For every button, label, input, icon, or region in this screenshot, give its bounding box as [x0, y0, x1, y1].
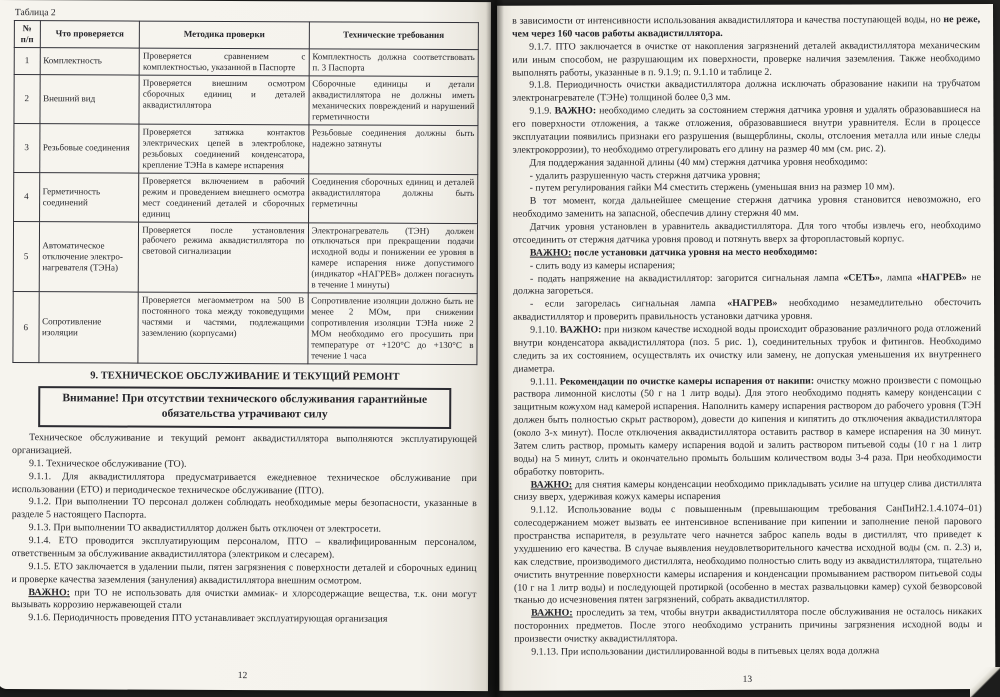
page-number: 13: [742, 674, 753, 685]
cell-what: Внешний вид: [39, 75, 139, 124]
table-row: [14, 74, 478, 125]
text-run: 9.1.4. ЕТО проводится эксплуатирующим персоналом, ПТО – квалифицированным персоналом, ответственным за обслуживание аквадистиллятора (электриком и слесарем).: [11, 535, 477, 561]
left-page: [0, 0, 491, 691]
text-run: Датчик уровня установлен в уравнитель аквадистиллятора. Для того чтобы извлечь его, необходимо отсоединить от стержня датчика уровня провод и потянуть вверх за фторопластовый корпус.: [512, 220, 981, 246]
cell-requirements: Комплектность должна соответствовать п. 3 Паспорта: [309, 49, 478, 77]
paragraph: [513, 272, 981, 299]
text-run: очистку можно произвести с помощью раствора лимонной кислоты (50 г на 1 литр воды). Для этого необходимо поднять камеру конденсации с защитным кожухом над камерой испарения. Наполнить камеру испарения раствором до рабочего уровня (ТЭН должен быть полностью скрыт раствором), довести до кипения и кипятить до отключения аквадистиллятора (около 3-х минут). После отключения аквадистиллятора оставить раствор в камере испарения на 30 минут. Затем слить раствор, промыть камеру испарения водой и залить раствором питьевой соды (10 г на 1 литр воды) на 5 минут, слить и окончательно промыть большим количеством воды 3-4 раза. При необходимости обработку повторить.: [513, 374, 982, 478]
table-row: [13, 221, 477, 294]
left-page-body: [11, 432, 477, 627]
paragraph: [513, 375, 981, 480]
text-run: - путем регулирования гайки М4 сместить стержень (уменьшая вниз на размер 10 мм).: [529, 181, 895, 194]
col-header-num: № п/п: [14, 21, 40, 48]
cell-method: Проверяется внешним осмотром сборочных единиц и деталей аквадистиллятора: [139, 75, 309, 125]
paragraph: [514, 478, 982, 505]
text-run: ВАЖНО:: [559, 324, 602, 336]
paragraph: [512, 104, 980, 157]
cell-method: Проверяется включением в рабочий режим и проведением внешнего осмотра мест соединений деталей и сборочных единиц: [139, 173, 309, 223]
warning-box: Внимание! При отсутствии технического обслуживания гарантийные обязательства утрачивают силу: [38, 386, 451, 429]
cell-requirements: Соединения сборочных единиц и деталей аквадистиллятора должны быть герметичны: [308, 173, 478, 223]
paragraph: [512, 40, 980, 80]
text-run: ВАЖНО:: [530, 478, 573, 491]
text-run: 9.1.8. Периодичность очистки аквадистиллятора должна исключать образование накипи на трубчатом электронагревателе (ТЭНе) толщиной более 0,3 мм.: [512, 78, 981, 104]
inspection-table: [12, 20, 478, 365]
paragraph: [512, 78, 980, 105]
text-run: - если загорелась сигнальная лампа: [530, 298, 728, 310]
paragraph: [12, 535, 477, 563]
cell-what: Герметичность соединений: [39, 172, 139, 221]
paragraph: [11, 612, 476, 627]
paragraph: [513, 220, 981, 247]
table-row: [14, 48, 478, 77]
col-header-requirements: Технические требования: [309, 22, 478, 50]
paragraph: [514, 503, 982, 608]
cell-num: 3: [14, 123, 40, 172]
cell-requirements: Сопротивление изоляции должно быть не менее 2 МОм, при снижении сопротивления изоляции ТЭНа ниже 2 МОм необходимо его просушить при температуре от +120°С до +130°С в течение 1 часа: [308, 293, 478, 365]
text-run: 9.1.12. Использование воды с повышенным (превышающим требования СанПиН2.1.4.1074–01) солесодержанием может вызвать ее интенсивное вспенивание при кипении и заполнение пеной парового пространства испарителя, в результате чего начнется заброс капель воды в дистиллят, что приведет к ухудшению его качества. В случае выявления неудовлетворительного качества исходной воды (см. п. 2.3) и, как следствие, производимого дистиллята, необходимо полностью слить воду из аквадистиллятора, тщательно очистить внутренние поверхности камеры испарения и конденсации промыванием раствором питьевой соды (10 г на 1 литр воды) и последующей протиркой (особенно в местах развальцовки камер) сухой безворсовой тканью до исчезновения пятен загрязнений, собрать аквадистиллятор.: [513, 503, 983, 607]
paragraph: [513, 323, 981, 376]
paragraph: [513, 297, 981, 324]
text-run: - подать напряжение на аквадистиллятор: загорится сигнальная лампа: [529, 272, 844, 285]
col-header-method: Методика проверки: [140, 21, 309, 49]
text-run: 9.1.9.: [529, 105, 555, 117]
paragraph: [12, 471, 477, 499]
text-run: 9.1.10.: [530, 324, 560, 336]
cell-requirements: Электронагреватель (ТЭН) должен отключаться при прекращении подачи исходной воды и понижении ее уровня в камере испарения ниже допустимого (индикатор «НАГРЕВ» должен погаснуть в течение 1 минуты): [308, 222, 478, 294]
text-run: ВАЖНО:: [554, 105, 597, 117]
cell-what: Сопротивление изоляции: [38, 292, 138, 363]
table-row: [14, 123, 478, 174]
paragraph: [12, 496, 477, 524]
text-run: после установки датчика уровня на место необходимо:: [571, 246, 818, 259]
text-run: необходимо незамедлительно обесточить аквадистиллятор и проверить правильность установки датчика уровня.: [513, 297, 982, 323]
text-run: 9.1.11.: [530, 376, 560, 388]
cell-num: 2: [14, 74, 40, 123]
paragraph: [11, 587, 476, 615]
text-run: Рекомендации по очистке камеры испарения от накипи:: [559, 375, 815, 388]
cell-num: 5: [13, 221, 39, 292]
cell-what: Комплектность: [40, 48, 140, 75]
cell-what: Автоматическое отключение электро-нагревателя (ТЭНа): [39, 221, 139, 292]
text-run: ВАЖНО:: [529, 247, 572, 259]
cell-num: 6: [13, 292, 39, 363]
text-run: - удалить разрушенную часть стержня датчика уровня;: [529, 169, 761, 182]
text-run: 9.1.5. ЕТО заключается в удалении пыли, пятен загрязнения с поверхности деталей и сборочных единиц и проверке качества заземления (зануления) аквадистиллятора внешним осмотром.: [11, 560, 477, 587]
cell-num: 4: [14, 172, 40, 221]
text-run: 9.1.6. Периодичность проведения ПТО устанавливает эксплуатирующая организация: [28, 612, 388, 625]
paragraph: [513, 194, 981, 221]
text-run: 9.1.13. При использовании дистиллированной воды в питьевых целях вода должна: [531, 645, 880, 658]
text-run: Для поддержания заданной длины (40 мм) стержня датчика уровня необходимо:: [529, 156, 868, 169]
text-run: ВАЖНО:: [28, 586, 70, 598]
text-run: 9.1.3. При выполнении ТО аквадистиллятор должен быть отключен от электросети.: [28, 522, 381, 535]
text-run: при ТО не использовать для очистки аммиак- и хлорсодержащие вещества, т.к. они могут вызывать коррозию нержавеющей стали: [11, 586, 477, 612]
cell-requirements: Сборочные единицы и детали аквадистиллятора не должны иметь механических повреждений и нарушений герметичности: [309, 76, 479, 126]
section-title: 9. ТЕХНИЧЕСКОЕ ОБСЛУЖИВАНИЕ И ТЕКУЩИЙ РЕМОНТ: [90, 370, 400, 383]
text-run: при низком качестве исходной воды происходит образование различного рода отложений внутри конденсатора аквадистиллятора (поз. 5 рис. 1), соединительных трубок и фитингов. Необходимо следить за их состоянием, осуществлять их очистку или замену, не допуская уменьшения их внутреннего диаметра.: [513, 323, 982, 375]
paragraph: [512, 14, 980, 41]
cell-method: Проверяется после установления рабочего режима аквадистиллятора по световой сигнализации: [138, 222, 308, 294]
table-caption: Таблица 2: [14, 8, 56, 19]
cell-num: 1: [14, 48, 40, 75]
text-run: 9.1.2. При выполнении ТО персонал должен соблюдать необходимые меры безопасности, указанные в разделе 5 настоящего Паспорта.: [11, 496, 477, 521]
cell-method: Проверяется сравнением с комплектностью, указанной в Паспорте: [139, 48, 308, 76]
col-header-what: Что проверяется: [40, 21, 140, 48]
table-header-row: [14, 21, 478, 50]
text-run: «СЕТЬ»: [843, 271, 881, 284]
paragraph: [11, 561, 476, 589]
text-run: 9.1.1. Для аквадистиллятора предусматривается ежедневное техническое обслуживание при использовании (ЕТО) и периодическое техническое обслуживание (ПТО).: [11, 470, 477, 496]
text-run: В тот момент, когда дальнейшее смещение стержня датчика уровня становится невозможно, его необходимо заменить на запасной, обеспечив длину стержня 40 мм.: [512, 194, 981, 220]
cell-method: Проверяется затяжка контактов электрических цепей в электроблоке, резьбовых соединений конденсатора, крепление ТЭНа в камере испарения: [139, 124, 309, 174]
text-run: «НАГРЕВ»: [916, 271, 967, 283]
right-page: [497, 4, 995, 691]
text-run: проследить за тем, чтобы внутри аквадистиллятора после обслуживания не осталось никаких посторонних предметов. После этого необходимо устранить причины загрязнения исходной воды и произвести очистку аквадистиллятора.: [514, 606, 983, 645]
cell-method: Проверяется мегаомметром на 500 В постоянного тока между токоведущими частями и частями, подлежащими заземлению (корпусами): [138, 292, 308, 364]
page-number: 12: [237, 671, 248, 682]
text-run: - слить воду из камеры испарения;: [529, 259, 676, 272]
text-run: не должна загореться.: [512, 271, 981, 298]
text-run: для снятия камеры конденсации необходимо прикладывать усилие на штуцер слива дистиллята снизу вверх, удерживая кожух камеры испарения: [513, 477, 982, 504]
text-run: , лампа: [880, 271, 917, 283]
text-run: Техническое обслуживание и текущий ремонт аквадистиллятора выполняются эксплуатирующей организацией.: [12, 432, 478, 457]
text-run: в зависимости от интенсивности использования аквадистиллятора и качества поступающей воды, но: [512, 14, 944, 27]
text-run: 9.1.7. ПТО заключается в очистке от накопления загрязнений деталей аквадистиллятора механическим или иным способом, не разрушающим их поверхности, проверке наличия заземления. Также необходимо выполнять работы, указанные в п. 9.1.9; п. 9.1.10 и таблице 2.: [512, 39, 981, 79]
paragraph: [514, 645, 982, 660]
paragraph: [12, 432, 477, 460]
cell-requirements: Резьбовые соединения должны быть надежно затянуты: [308, 125, 478, 175]
text-run: «НАГРЕВ»: [727, 298, 778, 310]
text-run: необходимо следить за состоянием стержня датчика уровня и удалять образовавшиеся на его поверхности отложения, а также отложения, образовавшиеся внутри уравнителя. Если в процессе эксплуатации появились признаки его разрушения (выщерблины, сколы, отслоения металла или иные следы электрокоррозии), то необходимо отрегулировать его длину на размер 40 мм (см. рис. 2).: [512, 104, 981, 156]
text-run: ВАЖНО:: [531, 607, 573, 619]
text-run: не реже, чем через 160 часов работы аквадистиллятора.: [512, 14, 981, 40]
right-page-body: [512, 14, 982, 659]
table-row: [13, 292, 477, 365]
cell-what: Резьбовые соединения: [39, 123, 139, 172]
table-row: [14, 172, 478, 223]
text-run: 9.1. Техническое обслуживание (ТО).: [28, 457, 187, 470]
paragraph: [514, 606, 982, 646]
